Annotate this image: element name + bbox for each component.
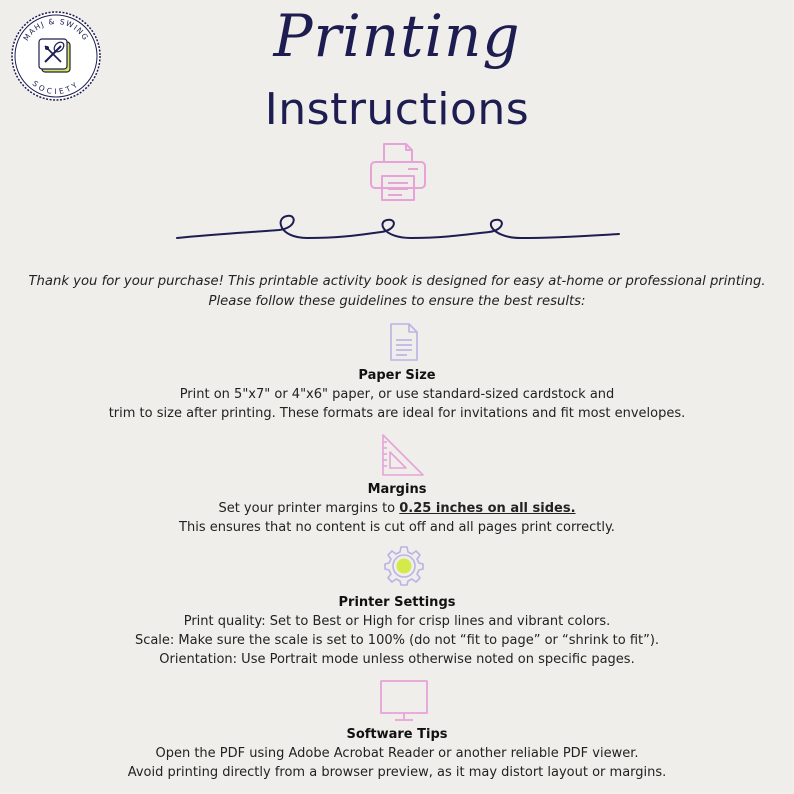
set-square-icon: [380, 432, 426, 478]
software-tips-title: Software Tips: [346, 727, 448, 742]
section-printer-settings: [0, 594, 794, 669]
margins-emphasis: 0.25 inches on all sides.: [399, 501, 576, 516]
margins-line-1-prefix: Set your printer margins to: [218, 501, 400, 516]
paper-size-line-1: Print on 5"x7" or 4"x6" paper, or use standard-sized cardstock and: [179, 387, 615, 402]
margins-line-1: [0, 499, 794, 518]
printer-settings-line-2: Scale: Make sure the scale is set to 100% (do not “fit to page” or “shrink to fit”).: [134, 633, 660, 648]
svg-text:MAHJ & SWING: MAHJ & SWING: [21, 16, 91, 43]
document-icon: [389, 322, 419, 362]
gear-icon: [382, 544, 426, 588]
paper-size-line-2: trim to size after printing. These formats are ideal for invitations and fit most envelopes.: [108, 406, 686, 421]
section-software-tips: [0, 726, 794, 782]
printer-settings-line-3: Orientation: Use Portrait mode unless otherwise noted on specific pages.: [159, 652, 635, 667]
page-title: Instructions: [264, 84, 530, 135]
software-tips-line-1: Open the PDF using Adobe Acrobat Reader or another reliable PDF viewer.: [155, 746, 639, 761]
margins-title: Margins: [367, 482, 427, 497]
software-tips-line-2: Avoid printing directly from a browser preview, as it may distort layout or margins.: [127, 765, 667, 780]
paper-size-title: Paper Size: [358, 368, 436, 383]
intro-line-1: Thank you for your purchase! This printable activity book is designed for easy at-home or professional printing.: [28, 274, 766, 289]
script-title: Printing: [273, 2, 521, 70]
section-margins: [0, 481, 794, 537]
flourish-divider: [175, 212, 621, 248]
printer-icon: [368, 140, 428, 204]
intro-text: [0, 272, 794, 312]
monitor-icon: [379, 679, 429, 723]
svg-text:SOCIETY: SOCIETY: [30, 78, 82, 97]
margins-line-2: This ensures that no content is cut off and all pages print correctly.: [179, 520, 615, 535]
intro-line-2: Please follow these guidelines to ensure the best results:: [208, 294, 586, 309]
printer-settings-title: Printer Settings: [338, 595, 456, 610]
printer-settings-line-1: Print quality: Set to Best or High for crisp lines and vibrant colors.: [183, 614, 611, 629]
section-paper-size: [0, 367, 794, 423]
